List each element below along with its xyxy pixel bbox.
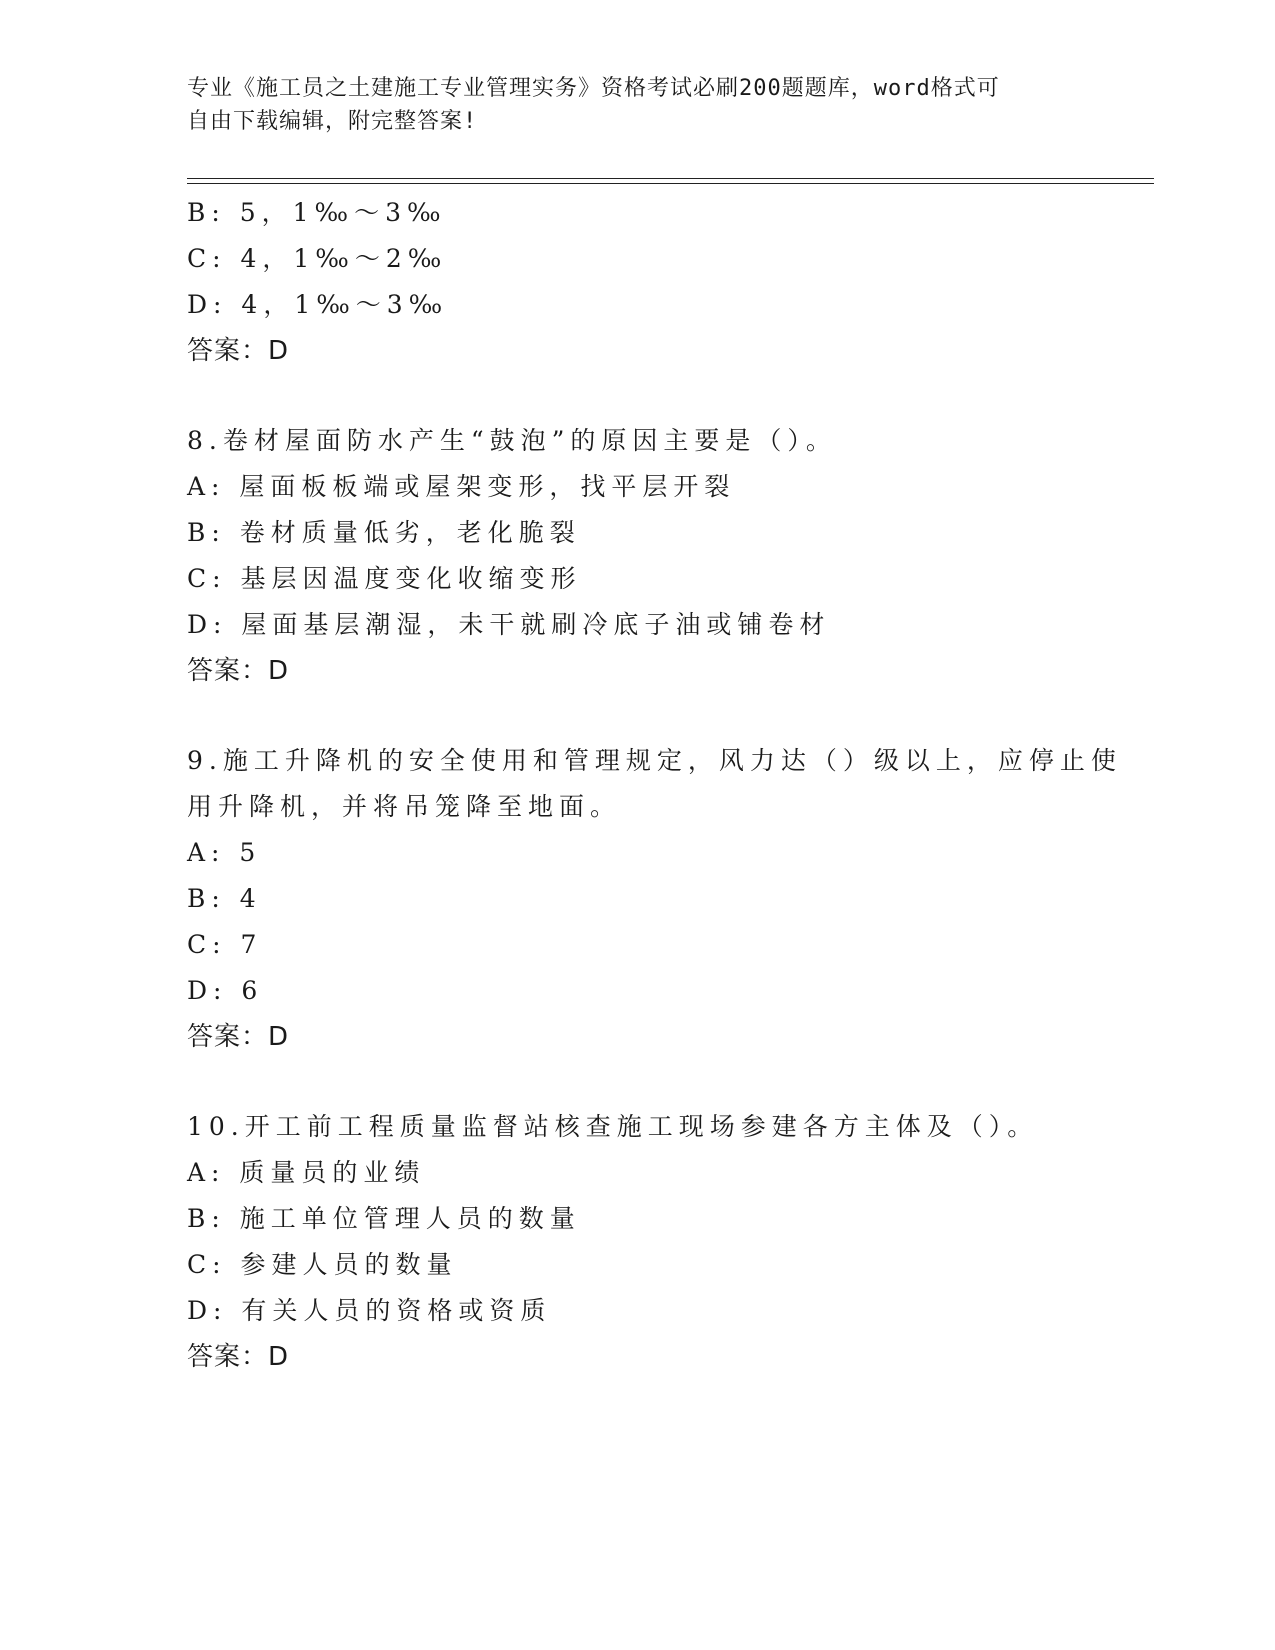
q8-option-c: C: 基层因温度变化收缩变形 (187, 564, 582, 593)
header-rule-bottom (187, 183, 1154, 184)
q10-stem: 10.开工前工程质量监督站核查施工现场参建各方主体及（）。 (187, 1112, 1039, 1141)
q9-option-a: A: 5 (187, 838, 262, 867)
q9-option-c: C: 7 (187, 930, 263, 959)
header-rule-top (187, 178, 1154, 179)
question-9 (187, 738, 1147, 1060)
q7-answer: 答案：D (187, 336, 290, 366)
header-line-1: 专业《施工员之土建施工专业管理实务》资格考试必刷200题题库，word格式可 (187, 76, 1000, 101)
q9-stem-line-2: 用升降机，并将吊笼降至地面。 (187, 792, 622, 821)
q10-answer: 答案：D (187, 1342, 290, 1372)
q8-stem: 8.卷材屋面防水产生“鼓泡”的原因主要是（）。 (187, 426, 837, 455)
q10-option-c: C: 参建人员的数量 (187, 1250, 458, 1279)
q7-option-c: C: 4，1‰～2‰ (187, 244, 448, 273)
q9-stem-line-1: 9.施工升降机的安全使用和管理规定，风力达（）级以上，应停止使 (187, 746, 1122, 775)
q9-option-b: B: 4 (187, 884, 262, 913)
q10-option-d: D: 有关人员的资格或资质 (187, 1296, 552, 1325)
q8-option-a: A: 屋面板板端或屋架变形，找平层开裂 (187, 472, 736, 501)
question-8 (187, 418, 1147, 694)
q8-option-b: B: 卷材质量低劣，老化脆裂 (187, 518, 581, 547)
question-10 (187, 1104, 1147, 1380)
q7-option-b: B: 5，1‰～3‰ (187, 198, 447, 227)
q8-option-d: D: 屋面基层潮湿，未干就刷冷底子油或铺卷材 (187, 610, 831, 639)
question-7 (187, 190, 1147, 374)
q9-answer: 答案：D (187, 1022, 290, 1052)
q7-option-d: D: 4，1‰～3‰ (187, 290, 449, 319)
q9-option-d: D: 6 (187, 976, 264, 1005)
q10-option-b: B: 施工单位管理人员的数量 (187, 1204, 581, 1233)
question-list (187, 190, 1147, 1380)
header-line-2: 自由下载编辑，附完整答案! (187, 109, 478, 134)
q8-answer: 答案：D (187, 656, 290, 686)
q10-option-a: A: 质量员的业绩 (187, 1158, 426, 1187)
document-header (187, 72, 1067, 138)
